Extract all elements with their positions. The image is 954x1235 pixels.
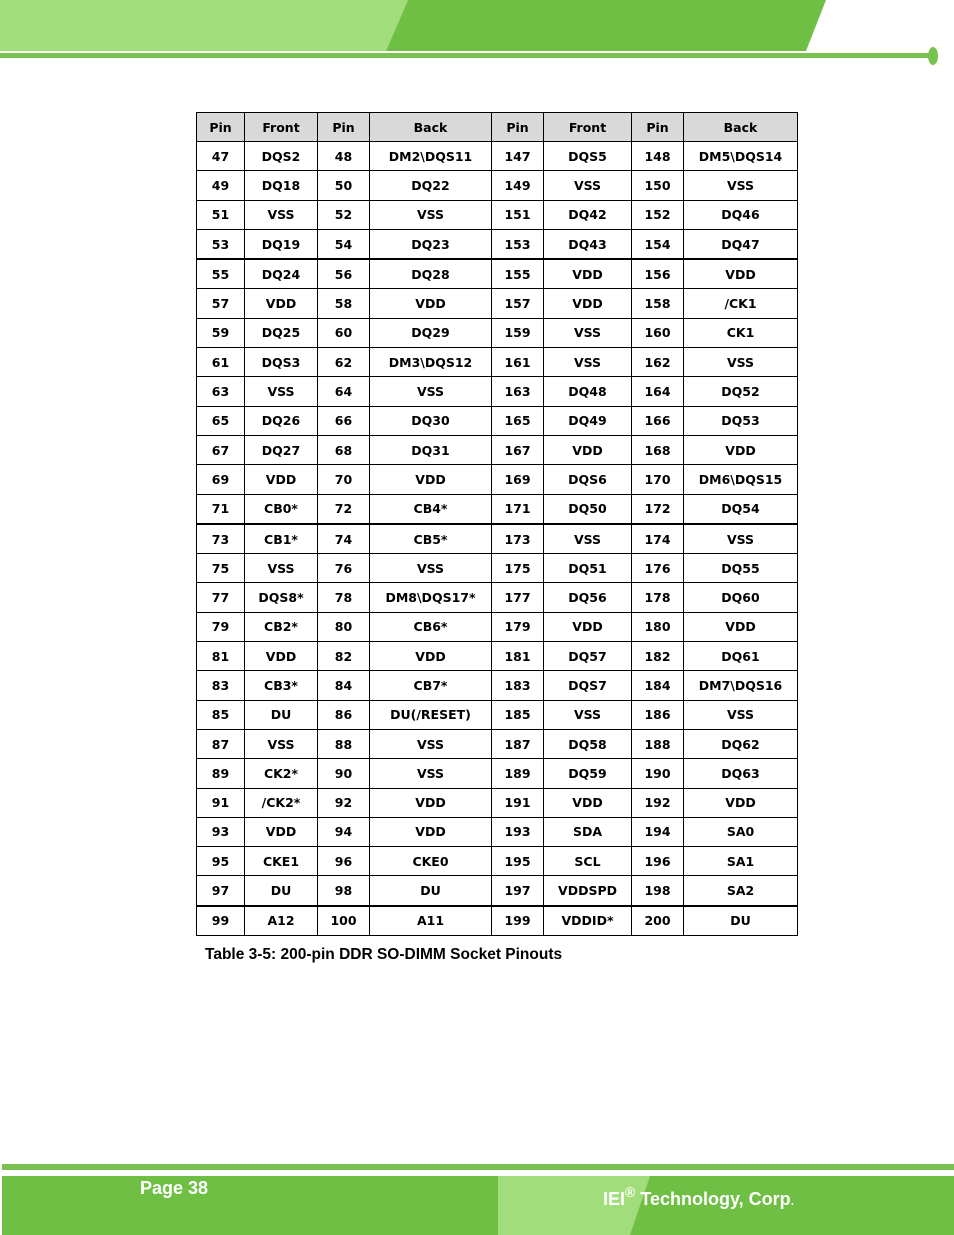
table-cell: VSS (370, 759, 492, 788)
table-cell: VDDSPD (544, 876, 632, 906)
table-cell: 77 (197, 583, 245, 612)
table-cell: 51 (197, 200, 245, 229)
table-cell: VSS (684, 700, 798, 729)
table-cell: CB4* (370, 494, 492, 524)
table-cell: CB0* (245, 494, 318, 524)
table-cell: 58 (318, 289, 370, 318)
table-cell: SDA (544, 817, 632, 846)
table-cell: VDD (544, 289, 632, 318)
table-cell: DQ60 (684, 583, 798, 612)
table-cell: DQ27 (245, 435, 318, 464)
table-header-row (197, 113, 798, 142)
table-row (197, 847, 798, 876)
table-cell: 55 (197, 259, 245, 289)
table-cell: DQ43 (544, 229, 632, 259)
table-cell: 193 (492, 817, 544, 846)
table-cell: DQ28 (370, 259, 492, 289)
table-cell: 196 (632, 847, 684, 876)
table-cell: VSS (370, 200, 492, 229)
table-cell: 49 (197, 171, 245, 200)
table-cell: /CK2* (245, 788, 318, 817)
table-cell: 184 (632, 671, 684, 700)
table-row (197, 788, 798, 817)
table-cell: 52 (318, 200, 370, 229)
table-cell: 161 (492, 348, 544, 377)
table-cell: 171 (492, 494, 544, 524)
column-header: Pin (197, 113, 245, 142)
table-cell: 190 (632, 759, 684, 788)
table-cell: 155 (492, 259, 544, 289)
table-cell: 90 (318, 759, 370, 788)
table-cell: DM8\DQS17* (370, 583, 492, 612)
table-cell: 66 (318, 406, 370, 435)
table-cell: VDD (370, 817, 492, 846)
table-cell: DQ48 (544, 377, 632, 406)
table-cell: DQ42 (544, 200, 632, 229)
table-cell: SA0 (684, 817, 798, 846)
table-cell: DQ26 (245, 406, 318, 435)
table-cell: DQ19 (245, 229, 318, 259)
table-cell: DQ63 (684, 759, 798, 788)
table-cell: 85 (197, 700, 245, 729)
table-cell: 181 (492, 642, 544, 671)
table-cell: 195 (492, 847, 544, 876)
table-cell: 98 (318, 876, 370, 906)
table-cell: 64 (318, 377, 370, 406)
table-cell: DM6\DQS15 (684, 465, 798, 494)
column-header: Front (245, 113, 318, 142)
table-cell: 163 (492, 377, 544, 406)
table-cell: 157 (492, 289, 544, 318)
table-cell: SCL (544, 847, 632, 876)
column-header: Pin (632, 113, 684, 142)
table-cell: 75 (197, 554, 245, 583)
table-cell: DQ55 (684, 554, 798, 583)
table-cell: DQ30 (370, 406, 492, 435)
table-cell: 200 (632, 906, 684, 936)
table-cell: VSS (544, 348, 632, 377)
column-header: Pin (318, 113, 370, 142)
table-cell: 94 (318, 817, 370, 846)
table-cell: DQ61 (684, 642, 798, 671)
table-cell: 96 (318, 847, 370, 876)
table-cell: CKE1 (245, 847, 318, 876)
table-cell: VSS (370, 377, 492, 406)
table-cell: DQ56 (544, 583, 632, 612)
table-cell: 182 (632, 642, 684, 671)
table-cell: 57 (197, 289, 245, 318)
table-cell: 160 (632, 318, 684, 347)
table-cell: 151 (492, 200, 544, 229)
table-cell: CK2* (245, 759, 318, 788)
table-cell: 79 (197, 612, 245, 641)
table-cell: 186 (632, 700, 684, 729)
table-cell: 67 (197, 435, 245, 464)
table-cell: DQ57 (544, 642, 632, 671)
table-cell: CB3* (245, 671, 318, 700)
table-cell: DQ29 (370, 318, 492, 347)
table-cell: DQ22 (370, 171, 492, 200)
table-cell: DQ53 (684, 406, 798, 435)
table-cell: 50 (318, 171, 370, 200)
table-cell: DQ23 (370, 229, 492, 259)
table-cell: CB5* (370, 524, 492, 554)
table-cell: DQ18 (245, 171, 318, 200)
table-cell: /CK1 (684, 289, 798, 318)
table-row (197, 289, 798, 318)
table-cell: 87 (197, 729, 245, 758)
table-cell: VDD (370, 465, 492, 494)
table-cell: DU (245, 876, 318, 906)
table-cell: 154 (632, 229, 684, 259)
table-cell: VDD (684, 435, 798, 464)
table-cell: 63 (197, 377, 245, 406)
table-row (197, 229, 798, 259)
table-cell: 174 (632, 524, 684, 554)
table-cell: 93 (197, 817, 245, 846)
table-cell: 69 (197, 465, 245, 494)
table-cell: DQS2 (245, 142, 318, 171)
table-cell: 176 (632, 554, 684, 583)
table-row (197, 554, 798, 583)
table-cell: 91 (197, 788, 245, 817)
table-cell: DQS5 (544, 142, 632, 171)
table-cell: DQ31 (370, 435, 492, 464)
table-cell: 80 (318, 612, 370, 641)
table-cell: DU (370, 876, 492, 906)
table-cell: 48 (318, 142, 370, 171)
table-cell: DQ49 (544, 406, 632, 435)
table-row (197, 671, 798, 700)
table-cell: 158 (632, 289, 684, 318)
table-cell: 73 (197, 524, 245, 554)
table-cell: VDD (544, 259, 632, 289)
table-cell: SA1 (684, 847, 798, 876)
table-cell: 83 (197, 671, 245, 700)
column-header: Back (370, 113, 492, 142)
table-cell: VDD (370, 289, 492, 318)
table-cell: VSS (245, 377, 318, 406)
table-cell: 198 (632, 876, 684, 906)
table-cell: 170 (632, 465, 684, 494)
table-cell: VSS (684, 171, 798, 200)
table-cell: DM5\DQS14 (684, 142, 798, 171)
table-row (197, 817, 798, 846)
table-cell: DU (245, 700, 318, 729)
table-row (197, 259, 798, 289)
table-cell: 65 (197, 406, 245, 435)
table-cell: VDD (245, 642, 318, 671)
table-cell: 78 (318, 583, 370, 612)
table-cell: DQS8* (245, 583, 318, 612)
table-cell: 173 (492, 524, 544, 554)
table-cell: VDD (370, 642, 492, 671)
table-cell: 59 (197, 318, 245, 347)
table-cell: 153 (492, 229, 544, 259)
table-cell: VDD (544, 612, 632, 641)
table-cell: VSS (245, 200, 318, 229)
table-cell: 76 (318, 554, 370, 583)
table-row (197, 348, 798, 377)
table-cell: DM2\DQS11 (370, 142, 492, 171)
table-cell: 71 (197, 494, 245, 524)
table-cell: DQ58 (544, 729, 632, 758)
table-cell: VDD (684, 612, 798, 641)
table-cell: VSS (245, 554, 318, 583)
column-header: Pin (492, 113, 544, 142)
table-caption: Table 3-5: 200-pin DDR SO-DIMM Socket Pinouts (205, 946, 563, 963)
table-row (197, 906, 798, 936)
table-cell: 74 (318, 524, 370, 554)
table-cell: 199 (492, 906, 544, 936)
table-cell: 177 (492, 583, 544, 612)
table-cell: 150 (632, 171, 684, 200)
table-cell: VSS (544, 700, 632, 729)
table-cell: DQ51 (544, 554, 632, 583)
column-header: Back (684, 113, 798, 142)
table-row (197, 465, 798, 494)
table-cell: DQS6 (544, 465, 632, 494)
table-cell: DM7\DQS16 (684, 671, 798, 700)
table-cell: 72 (318, 494, 370, 524)
table-row (197, 642, 798, 671)
column-header: Front (544, 113, 632, 142)
table-cell: 68 (318, 435, 370, 464)
table-cell: 156 (632, 259, 684, 289)
table-cell: DQ46 (684, 200, 798, 229)
table-cell: 185 (492, 700, 544, 729)
table-cell: VDD (370, 788, 492, 817)
table-cell: VDD (245, 289, 318, 318)
table-cell: 149 (492, 171, 544, 200)
table-row (197, 318, 798, 347)
table-cell: 95 (197, 847, 245, 876)
table-cell: 168 (632, 435, 684, 464)
table-cell: A11 (370, 906, 492, 936)
table-cell: DU(/RESET) (370, 700, 492, 729)
table-cell: 167 (492, 435, 544, 464)
table-cell: 81 (197, 642, 245, 671)
table-cell: 191 (492, 788, 544, 817)
page-number: Page 38 (140, 1178, 209, 1198)
table-row (197, 876, 798, 906)
table-row (197, 729, 798, 758)
brand-suffix: Technology, Corp (635, 1189, 791, 1209)
table-cell: CKE0 (370, 847, 492, 876)
table-row (197, 524, 798, 554)
registered-mark: ® (625, 1184, 636, 1200)
table-cell: VSS (370, 554, 492, 583)
table-cell: 92 (318, 788, 370, 817)
table-cell: 178 (632, 583, 684, 612)
table-cell: 56 (318, 259, 370, 289)
table-cell: 61 (197, 348, 245, 377)
table-cell: 88 (318, 729, 370, 758)
table-cell: VSS (544, 318, 632, 347)
table-cell: VDD (245, 817, 318, 846)
table-cell: A12 (245, 906, 318, 936)
table-cell: 166 (632, 406, 684, 435)
table-cell: 189 (492, 759, 544, 788)
table-cell: DQS7 (544, 671, 632, 700)
table-cell: DQ25 (245, 318, 318, 347)
table-cell: VSS (544, 524, 632, 554)
brand-prefix: IEI (603, 1189, 626, 1209)
table-row (197, 700, 798, 729)
table-cell: VSS (684, 524, 798, 554)
company-brand (603, 1184, 794, 1210)
table-cell: 188 (632, 729, 684, 758)
page-header-band (0, 0, 954, 66)
table-cell: DQ59 (544, 759, 632, 788)
table-cell: 197 (492, 876, 544, 906)
table-cell: 84 (318, 671, 370, 700)
table-cell: 54 (318, 229, 370, 259)
table-cell: VDD (245, 465, 318, 494)
table-cell: CB1* (245, 524, 318, 554)
table-cell: 192 (632, 788, 684, 817)
table-body (197, 142, 798, 936)
table-cell: 172 (632, 494, 684, 524)
table-row (197, 142, 798, 171)
table-cell: 187 (492, 729, 544, 758)
brand-dot: . (790, 1194, 795, 1208)
table-cell: DQ50 (544, 494, 632, 524)
pinout-table-container (196, 112, 798, 936)
table-cell: 175 (492, 554, 544, 583)
table-cell: 159 (492, 318, 544, 347)
table-cell: CB7* (370, 671, 492, 700)
table-row (197, 583, 798, 612)
table-cell: 99 (197, 906, 245, 936)
table-row (197, 171, 798, 200)
table-cell: VSS (544, 171, 632, 200)
table-cell: 162 (632, 348, 684, 377)
table-cell: 194 (632, 817, 684, 846)
table-cell: VSS (370, 729, 492, 758)
table-cell: SA2 (684, 876, 798, 906)
table-cell: VDD (684, 259, 798, 289)
table-cell: VDDID* (544, 906, 632, 936)
table-cell: 70 (318, 465, 370, 494)
table-cell: VDD (544, 788, 632, 817)
table-cell: 47 (197, 142, 245, 171)
table-cell: DM3\DQS12 (370, 348, 492, 377)
table-cell: 148 (632, 142, 684, 171)
table-cell: CB6* (370, 612, 492, 641)
table-cell: 179 (492, 612, 544, 641)
table-cell: 165 (492, 406, 544, 435)
table-cell: 169 (492, 465, 544, 494)
table-row (197, 494, 798, 524)
table-cell: 53 (197, 229, 245, 259)
table-cell: 97 (197, 876, 245, 906)
table-cell: CK1 (684, 318, 798, 347)
table-row (197, 435, 798, 464)
table-row (197, 406, 798, 435)
table-cell: 147 (492, 142, 544, 171)
table-cell: 100 (318, 906, 370, 936)
table-cell: 60 (318, 318, 370, 347)
table-cell: 152 (632, 200, 684, 229)
table-cell: VSS (684, 348, 798, 377)
table-cell: 164 (632, 377, 684, 406)
table-cell: VSS (245, 729, 318, 758)
table-cell: VDD (684, 788, 798, 817)
table-cell: DQ54 (684, 494, 798, 524)
table-cell: 89 (197, 759, 245, 788)
table-row (197, 377, 798, 406)
table-row (197, 200, 798, 229)
table-row (197, 612, 798, 641)
table-cell: DQ24 (245, 259, 318, 289)
pinout-table (196, 112, 798, 936)
table-cell: DQ52 (684, 377, 798, 406)
table-cell: CB2* (245, 612, 318, 641)
table-row (197, 759, 798, 788)
table-cell: 62 (318, 348, 370, 377)
table-cell: DQ62 (684, 729, 798, 758)
table-cell: 82 (318, 642, 370, 671)
table-cell: DU (684, 906, 798, 936)
table-cell: VDD (544, 435, 632, 464)
table-cell: 183 (492, 671, 544, 700)
table-cell: DQS3 (245, 348, 318, 377)
table-cell: 86 (318, 700, 370, 729)
table-cell: DQ47 (684, 229, 798, 259)
table-cell: 180 (632, 612, 684, 641)
